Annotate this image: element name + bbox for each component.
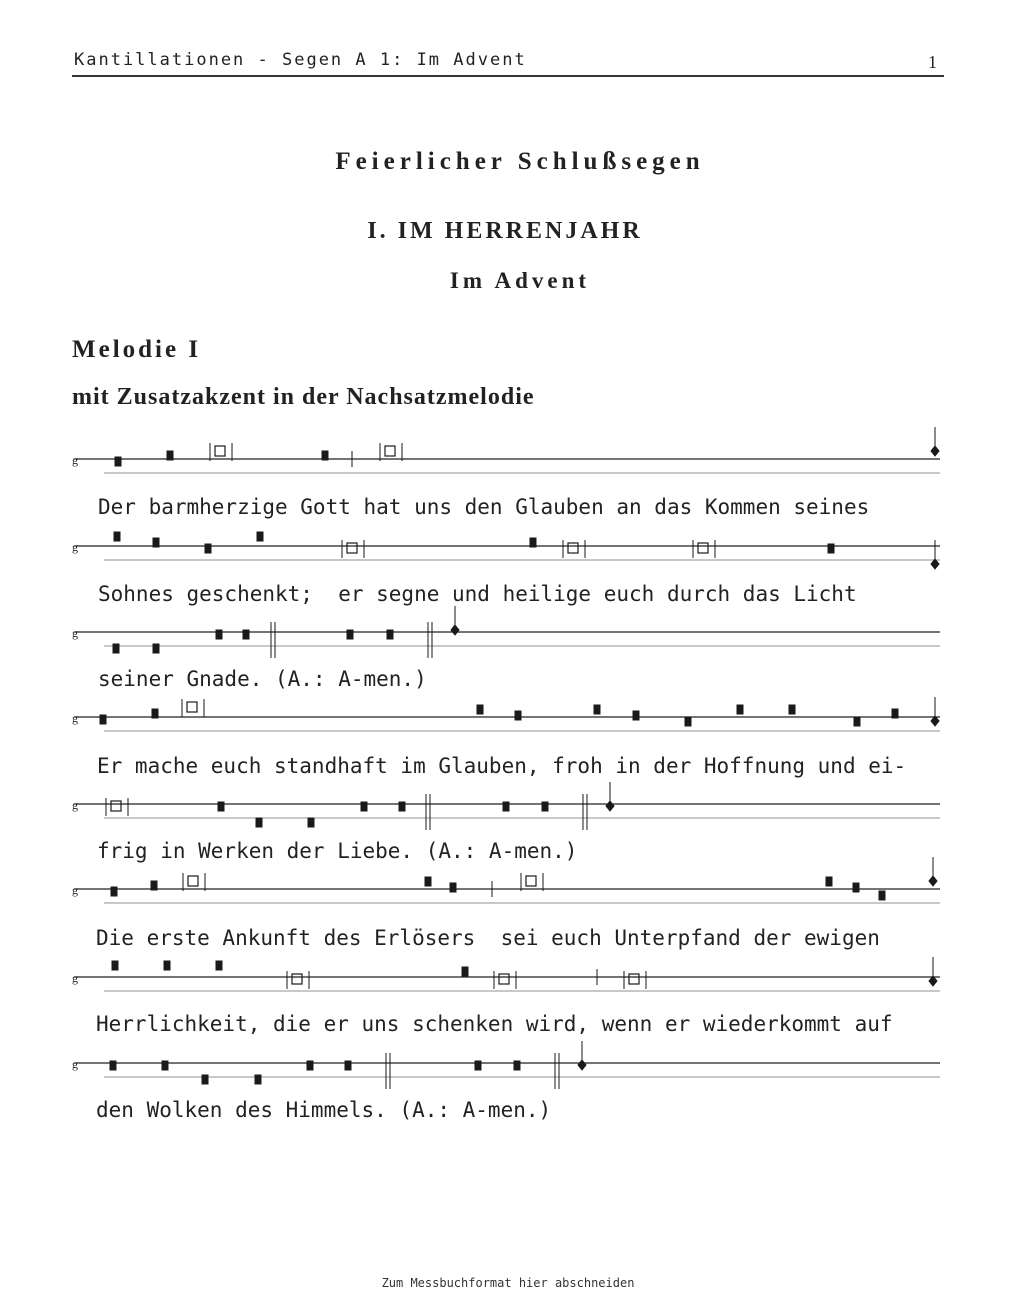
cut-note: Zum Messbuchformat hier abschneiden <box>381 1276 635 1290</box>
chant-note <box>308 818 314 827</box>
chant-note <box>307 1061 313 1070</box>
chant-note <box>425 877 431 886</box>
chant-note <box>110 1061 116 1070</box>
chant-final-note <box>451 625 459 635</box>
chant-note <box>853 883 859 892</box>
lyric-line-3: seiner Gnade. (A.: A-men.) <box>98 667 427 691</box>
chant-note <box>462 967 468 976</box>
chant-note <box>503 802 509 811</box>
running-header: Kantillationen - Segen A 1: Im Advent <box>74 50 527 70</box>
chant-box-note <box>292 974 302 984</box>
clef-mark-7: g <box>72 971 78 985</box>
chant-note <box>115 457 121 466</box>
clef-mark-1: g <box>72 453 78 467</box>
chant-note <box>828 544 834 553</box>
chant-note <box>256 818 262 827</box>
lyric-line-6: Die erste Ankunft des Erlösers sei euch Unterpfand der ewigen <box>96 926 880 950</box>
subsection-heading: Im Advent <box>449 268 591 293</box>
chant-note <box>475 1061 481 1070</box>
chant-note <box>737 705 743 714</box>
chant-note <box>515 711 521 720</box>
chant-note <box>111 887 117 896</box>
clef-mark-8: g <box>72 1057 78 1071</box>
melody-note: mit Zusatzakzent in der Nachsatzmelodie <box>72 384 535 410</box>
chant-note <box>112 961 118 970</box>
chant-note <box>218 802 224 811</box>
chant-note <box>255 1075 261 1084</box>
chant-note <box>152 709 158 718</box>
chant-note <box>477 705 483 714</box>
chant-final-note <box>931 559 939 569</box>
chant-note <box>216 961 222 970</box>
chant-note <box>514 1061 520 1070</box>
melody-heading: Melodie I <box>72 336 202 363</box>
chant-note <box>322 451 328 460</box>
chant-box-note <box>347 543 357 553</box>
chant-box-note <box>698 543 708 553</box>
chant-note <box>257 532 263 541</box>
chant-box-note <box>215 446 225 456</box>
chant-box-note <box>499 974 509 984</box>
chant-final-note <box>929 876 937 886</box>
chant-note <box>542 802 548 811</box>
chant-note <box>162 1061 168 1070</box>
chant-box-note <box>385 446 395 456</box>
lyric-line-5: frig in Werken der Liebe. (A.: A-men.) <box>97 839 578 863</box>
chant-final-note <box>931 446 939 456</box>
chant-note <box>205 544 211 553</box>
chant-note <box>100 715 106 724</box>
clef-mark-5: g <box>72 798 78 812</box>
chant-final-note <box>578 1060 586 1070</box>
chant-box-note <box>187 702 197 712</box>
clef-mark-2: g <box>72 540 78 554</box>
chant-note <box>202 1075 208 1084</box>
chant-note <box>594 705 600 714</box>
chant-note <box>243 630 249 639</box>
chant-box-note <box>111 801 121 811</box>
chant-box-note <box>526 876 536 886</box>
chant-note <box>387 630 393 639</box>
chant-note <box>164 961 170 970</box>
chant-note <box>854 717 860 726</box>
chant-note <box>399 802 405 811</box>
lyric-line-2: Sohnes geschenkt; er segne und heilige euch durch das Licht <box>98 582 857 606</box>
lyric-line-4: Er mache euch standhaft im Glauben, froh in der Hoffnung und ei- <box>97 754 907 778</box>
lyric-line-7: Herrlichkeit, die er uns schenken wird, wenn er wiederkommt auf <box>96 1012 893 1036</box>
lyric-line-1: Der barmherzige Gott hat uns den Glauben an das Kommen seines <box>98 495 870 519</box>
chant-box-note <box>629 974 639 984</box>
chant-note <box>345 1061 351 1070</box>
chant-note <box>826 877 832 886</box>
chant-box-note <box>188 876 198 886</box>
chant-note <box>153 538 159 547</box>
lyric-line-8: den Wolken des Himmels. (A.: A-men.) <box>96 1098 552 1122</box>
chant-note <box>892 709 898 718</box>
chant-note <box>167 451 173 460</box>
chant-note <box>347 630 353 639</box>
chant-note <box>151 881 157 890</box>
chant-final-note <box>606 801 614 811</box>
chant-note <box>114 532 120 541</box>
chant-note <box>530 538 536 547</box>
clef-mark-4: g <box>72 711 78 725</box>
document-title: Feierlicher Schlußsegen <box>335 148 705 175</box>
chant-note <box>113 644 119 653</box>
chant-note <box>153 644 159 653</box>
chant-note <box>450 883 456 892</box>
chant-note <box>216 630 222 639</box>
clef-mark-3: g <box>72 626 78 640</box>
clef-mark-6: g <box>72 883 78 897</box>
page-number: 1 <box>928 52 937 72</box>
chant-box-note <box>568 543 578 553</box>
chant-note <box>879 891 885 900</box>
section-heading: I. IM HERRENJAHR <box>367 218 643 244</box>
chant-note <box>685 717 691 726</box>
chant-note <box>789 705 795 714</box>
chant-note <box>633 711 639 720</box>
chant-note <box>361 802 367 811</box>
